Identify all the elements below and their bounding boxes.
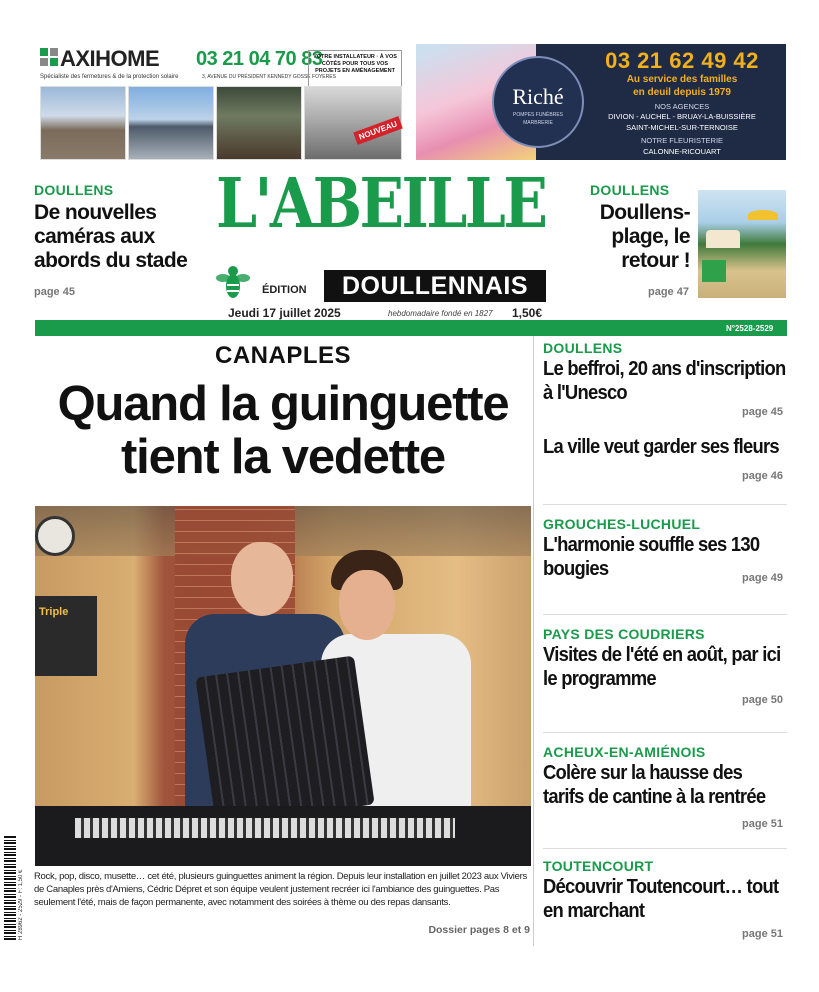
musician-1-head (231, 542, 293, 616)
teaser-left-kicker: DOULLENS (34, 182, 114, 198)
umbrella-shape (748, 210, 778, 220)
teaser-left-page: page 45 (34, 286, 75, 298)
axihome-advert[interactable] (36, 44, 404, 160)
riche-advert[interactable] (416, 44, 786, 160)
axihome-phone: 03 21 04 70 83 (196, 48, 323, 70)
right-article-5-kicker: ACHEUX-EN-AMIÉNOIS (543, 744, 706, 760)
separator (543, 614, 787, 615)
right-article-1-page: page 45 (742, 406, 783, 418)
right-article-4-page: page 50 (742, 694, 783, 706)
right-article-5-title: Colère sur la hausse des tarifs de cantine à la rentrée (543, 762, 766, 808)
right-article-6-kicker: TOUTENCOURT (543, 858, 654, 874)
right-article-4-kicker: PAYS DES COUDRIERS (543, 626, 705, 642)
right-article-5-page: page 51 (742, 818, 783, 830)
teaser-left-title: De nouvelles caméras aux abords du stade (34, 201, 188, 272)
pergola-photo-2 (128, 86, 214, 160)
pergola-photo-1 (40, 86, 126, 160)
header-divider-bar (35, 320, 787, 336)
barcode (4, 836, 16, 940)
weekly-founded: hebdomadaire fondé en 1827 (388, 309, 493, 318)
masthead-title: L'ABEILLE (216, 164, 546, 244)
issue-price: 1,50€ (512, 306, 543, 320)
main-kicker: CANAPLES (214, 342, 351, 369)
right-article-3-kicker: GROUCHES-LUCHUEL (543, 516, 701, 532)
accordion-shape (195, 656, 374, 827)
dossier-ref: Dossier pages 8 et 9 (428, 924, 530, 936)
right-article-2[interactable] (543, 436, 787, 492)
guinguette-photo[interactable] (35, 506, 531, 866)
column-rule (533, 336, 534, 946)
separator (543, 848, 787, 849)
right-article-1-title: Le beffroi, 20 ans d'inscription à l'Unesco (543, 358, 786, 404)
separator (543, 504, 787, 505)
right-article-4[interactable] (543, 626, 787, 716)
riche-florist-label: NOTRE FLEURISTERIE (640, 136, 724, 145)
musician-2-head (339, 570, 395, 640)
barcode-text: H 28962 - 2529 - F: 1,50 € (18, 869, 24, 940)
riche-line-2: en deuil depuis 1979 (633, 87, 731, 98)
axihome-logo-icon (40, 48, 58, 66)
green-object (702, 260, 726, 282)
riche-line-1: Au service des familles (626, 74, 738, 85)
teaser-left[interactable] (34, 182, 214, 273)
edition-label: ÉDITION (262, 284, 307, 296)
keys-shape (75, 818, 455, 838)
riche-brand-sub: POMPES FUNÈBRES (512, 112, 563, 118)
main-headline[interactable]: Quand la guinguette tient la vedette (57, 377, 509, 484)
axihome-tagline: Spécialiste des fermetures & de la protection solaire (40, 74, 179, 80)
right-article-6-title: Découvrir Toutencourt… tout en marchant (543, 876, 779, 922)
riche-agencies-1: DIVION - AUCHEL - BRUAY-LA-BUISSIÈRE (608, 112, 756, 121)
tent-shape (706, 230, 740, 248)
right-article-1[interactable] (543, 340, 787, 426)
pergola-photo-3 (216, 86, 302, 160)
riche-florist: CALONNE-RICOUART (643, 147, 721, 156)
riche-phone: 03 21 62 49 42 (605, 48, 759, 73)
photo-caption: Rock, pop, disco, musette… cet été, plusieurs guinguettes animent la région. Depuis leur installation en juillet 2023 aux Viviers de Canaples près d'Amiens, Cédric Dépret et son équipe veulent justement recréer ici l'ambiance des guinguettes. Pas seulement l'été, mais de façon permanente, avec notamment des soirées à thème ou des repas dansants. (34, 871, 527, 909)
new-badge: NOUVEAU (353, 116, 403, 145)
riche-brand: Riché (512, 84, 564, 109)
clock-shape (35, 516, 75, 556)
right-article-2-page: page 46 (742, 470, 783, 482)
teaser-right-kicker: DOULLENS (590, 182, 670, 198)
bee-logo-icon (216, 262, 250, 302)
teaser-right[interactable] (572, 182, 690, 273)
riche-agencies-2: SAINT-MICHEL-SUR-TERNOISE (626, 123, 738, 132)
beer-sign-text: Triple (39, 606, 69, 618)
edition-name: DOULLENNAIS (324, 270, 546, 302)
right-article-6[interactable] (543, 858, 787, 948)
axihome-brand: AXIHOME (60, 46, 160, 71)
right-article-2-title: La ville veut garder ses fleurs (543, 436, 779, 458)
teaser-right-page: page 47 (648, 286, 689, 298)
right-article-3[interactable] (543, 516, 787, 596)
axihome-install-box: VOTRE INSTALLATEUR · À VOS CÔTÉS POUR TOUS VOS PROJETS EN AMÉNAGEMENT (308, 50, 402, 88)
axihome-address: 3, AVENUE DU PRÉSIDENT KENNEDY GOSSE FOYERES (202, 74, 336, 80)
right-article-1-kicker: DOULLENS (543, 340, 623, 356)
right-article-5[interactable] (543, 744, 787, 838)
issue-number: N°2528-2529 (726, 324, 774, 333)
separator (543, 732, 787, 733)
beach-photo (698, 190, 786, 298)
right-article-3-page: page 49 (742, 572, 783, 584)
issue-date: Jeudi 17 juillet 2025 (228, 306, 341, 320)
teaser-right-title: Doullens-plage, le retour ! (599, 201, 690, 272)
riche-agencies-label: NOS AGENCES (654, 102, 710, 111)
right-article-3-title: L'harmonie souffle ses 130 bougies (543, 534, 760, 580)
right-article-6-page: page 51 (742, 928, 783, 940)
riche-brand-sub2: MARBRERIE (523, 120, 553, 126)
right-article-4-title: Visites de l'été en août, par ici le programme (543, 644, 781, 690)
